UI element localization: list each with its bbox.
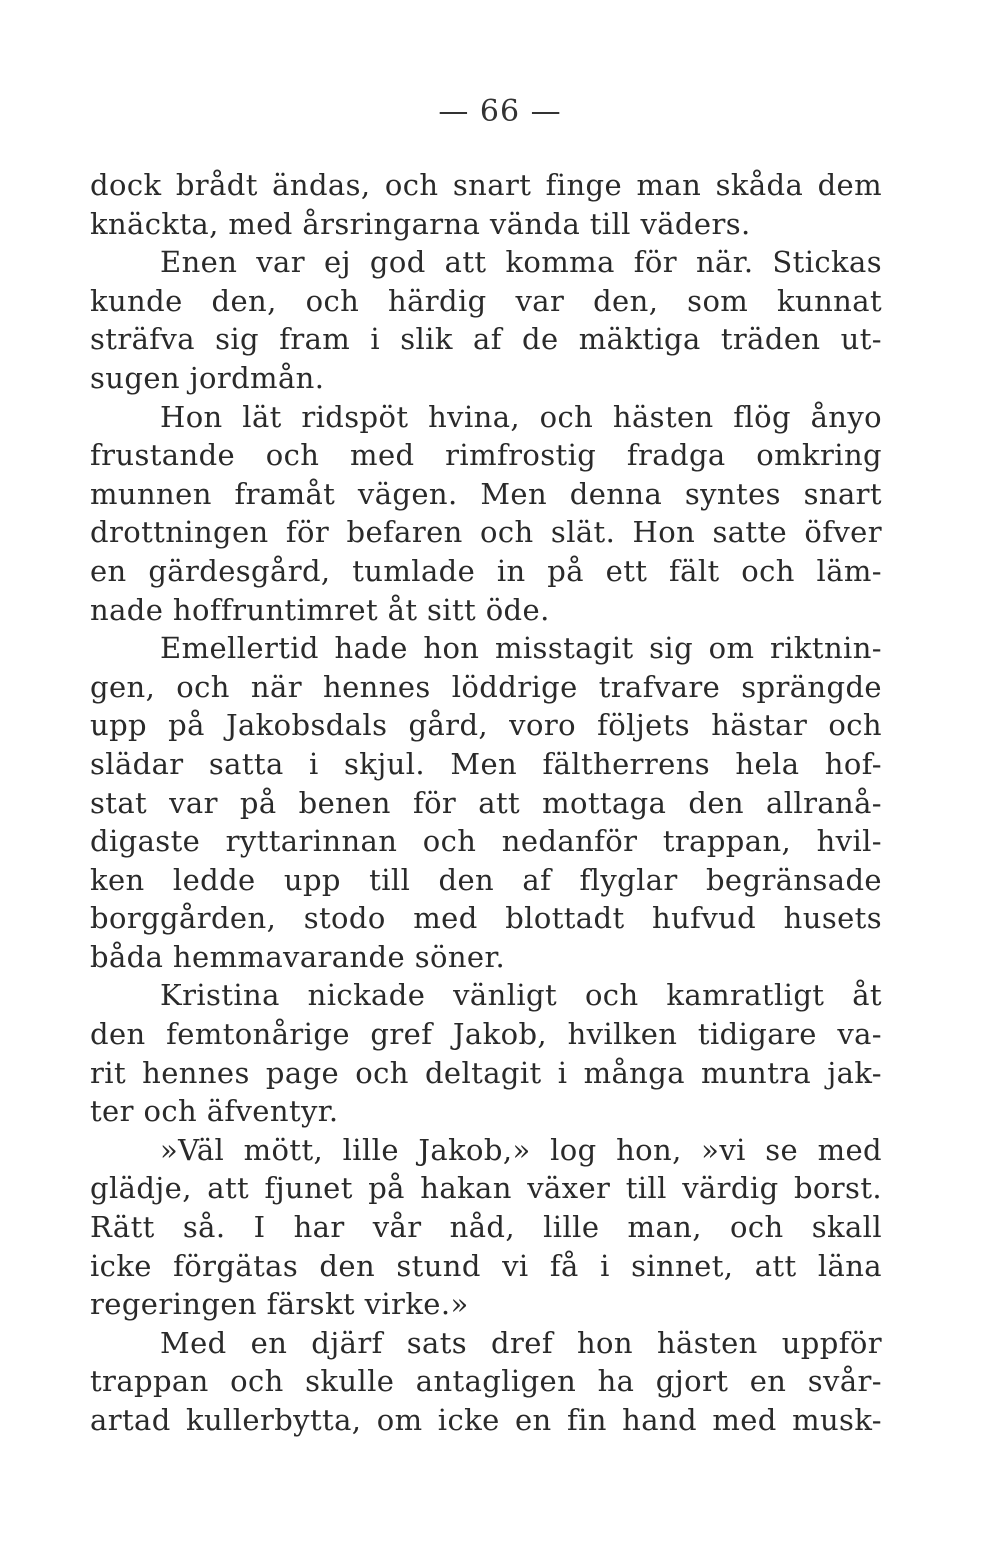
text-line: Rätt så. I har vår nåd, lille man, och skall [90,1210,882,1245]
text-line: ken ledde upp till den af flyglar begränsade [90,862,882,897]
text-line: icke förgätas den stund vi få i sinnet, att läna [90,1248,882,1283]
text-line: knäckta, med årsringarna vända till väders. [90,206,751,241]
page-number: — 66 — [438,94,562,129]
text-line: sugen jordmån. [90,360,325,395]
text-line: artad kullerbytta, om icke en fin hand med musk- [90,1403,882,1437]
text-line: drottningen för befaren och slät. Hon satte öfver [90,515,882,550]
text-line: Med en djärf sats dref hon hästen uppför [160,1325,882,1360]
text-line: dock brådt ändas, och snart finge man skåda dem [90,168,882,202]
text-line: ter och äfventyr. [90,1094,339,1129]
text-line: Enen var ej god att komma för när. Stickas [160,245,882,280]
text-line: frustande och med rimfrostig fradga omkring [90,438,882,473]
text-line: trappan och skulle antagligen ha gjort en svår- [90,1364,882,1399]
text-line: den femtonårige gref Jakob, hvilken tidigare va- [90,1017,882,1052]
text-line: Emellertid hade hon misstagit sig om riktnin- [160,631,882,666]
text-line: båda hemmavarande söner. [90,939,506,974]
text-line: digaste ryttarinnan och nedanför trappan, hvil- [90,824,882,859]
text-line: slädar satta i skjul. Men fältherrens hela hof- [90,746,882,781]
body-text [90,166,882,1440]
text-line: en gärdesgård, tumlade in på ett fält och läm- [90,553,882,588]
text-line: glädje, att fjunet på hakan växer till värdig borst. [90,1171,882,1206]
text-line: kunde den, och härdig var den, som kunnat [90,283,882,318]
text-line: rit hennes page och deltagit i många muntra jak- [90,1055,882,1090]
text-line: upp på Jakobsdals gård, voro följets hästar och [90,708,882,743]
text-line: Hon lät ridspöt hvina, och hästen flög ånyo [160,399,882,434]
text-line: nade hoffruntimret åt sitt öde. [90,592,550,627]
text-line: munnen framåt vägen. Men denna syntes snart [90,476,882,511]
text-line: sträfva sig fram i slik af de mäktiga träden ut- [90,322,882,357]
text-line: borggården, stodo med blottadt hufvud husets [90,901,882,936]
text-line: »Väl mött, lille Jakob,» log hon, »vi se med [160,1132,882,1167]
text-line: regeringen färskt virke.» [90,1287,469,1322]
text-line: stat var på benen för att mottaga den allranå- [90,785,882,820]
text-line: Kristina nickade vänligt och kamratligt åt [160,978,882,1013]
text-line: gen, och när hennes löddrige trafvare sprängde [90,669,882,704]
